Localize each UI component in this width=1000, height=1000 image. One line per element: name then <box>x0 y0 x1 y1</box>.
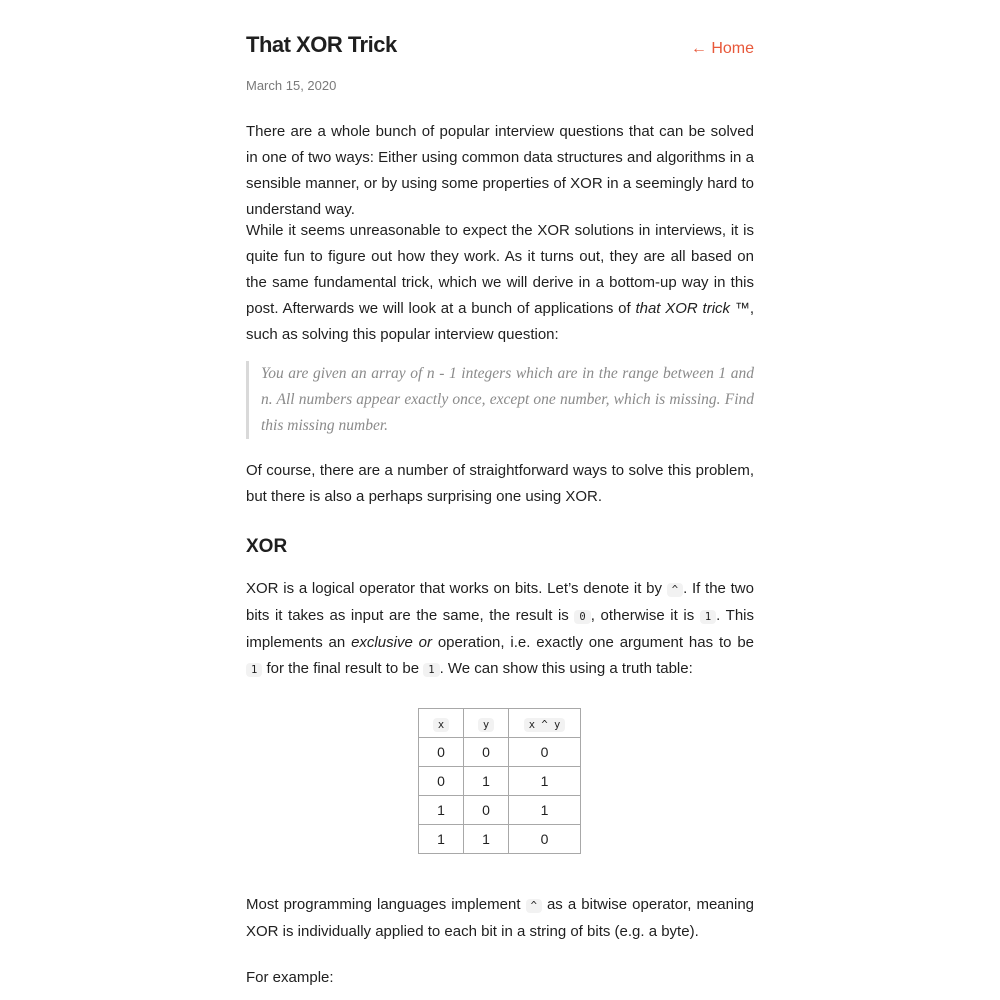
p4-text-2: . If the two bits it takes as input are the same, the result is <box>246 580 754 624</box>
bitwise-paragraph <box>246 892 754 945</box>
p4-emphasis: exclusive or <box>351 634 432 651</box>
table-cell: 0 <box>419 767 464 796</box>
table-cell: 1 <box>419 796 464 825</box>
inline-code-one-2: 1 <box>246 663 262 677</box>
home-link[interactable]: ← Home <box>690 40 754 57</box>
table-cell: 0 <box>419 738 464 767</box>
header <box>246 0 754 110</box>
article <box>246 0 754 986</box>
column-header-x <box>419 709 464 738</box>
table-cell: 1 <box>509 767 581 796</box>
intro-paragraph-2 <box>246 218 754 348</box>
p2-text-start: While it seems unreasonable to expect the XOR solutions in interviews, it is quite fun to figure out how they work. As it turns out, they are all based on the same fundamental trick, which we will derive in a bottom-up way in this post. Afterwards we will look at a bunch of applications of <box>246 222 754 317</box>
p4-text-7: . We can show this using a truth table: <box>439 660 693 677</box>
example-intro-paragraph: For example: <box>246 969 334 986</box>
table-cell: 1 <box>464 825 509 854</box>
column-header-y <box>464 709 509 738</box>
p4-text-1: XOR is a logical operator that works on bits. Let’s denote it by <box>246 580 667 597</box>
inline-code-one: 1 <box>700 610 716 624</box>
xor-description-paragraph <box>246 576 754 683</box>
inline-code-one-3: 1 <box>423 663 439 677</box>
p4-text-5: operation, i.e. exactly one argument has to be <box>431 634 754 651</box>
intro-paragraph-1: There are a whole bunch of popular interview questions that can be solved in one of two ways: Either using common data structures and algorithms in a sensible manner, or by using some properties of XOR in a seemingly hard to understand way. <box>246 123 754 218</box>
p5-text-2: as a bitwise operator, meaning XOR is individually applied to each bit in a string of bits (e.g. a byte). <box>246 896 754 940</box>
p4-text-6: for the final result to be <box>262 660 424 677</box>
header-code-x: x <box>433 718 449 732</box>
header-code-y: y <box>478 718 494 732</box>
p4-text-3: , otherwise it is <box>590 607 700 624</box>
p2-text-end: ™, such as solving this popular interview question: <box>246 300 754 343</box>
inline-code-zero: 0 <box>574 610 590 624</box>
table-header-row <box>419 709 581 738</box>
header-code-x-xor-y: x ^ y <box>524 718 566 732</box>
inline-code-caret: ^ <box>667 583 683 597</box>
column-header-x-xor-y <box>509 709 581 738</box>
intro-paragraph-3: Of course, there are a number of straightforward ways to solve this problem, but there is also a perhaps surprising one using XOR. <box>246 462 754 505</box>
p4-text-4: . This implements an <box>246 607 754 651</box>
table-cell: 1 <box>464 767 509 796</box>
table-row <box>419 738 581 767</box>
table-row <box>419 767 581 796</box>
table-cell: 0 <box>509 825 581 854</box>
p5-text-1: Most programming languages implement <box>246 896 526 913</box>
table-cell: 1 <box>419 825 464 854</box>
table-cell: 0 <box>464 796 509 825</box>
section-heading-xor: XOR <box>246 536 288 557</box>
interview-question-quote <box>246 361 754 439</box>
table-cell: 1 <box>509 796 581 825</box>
quote-text: You are given an array of n - 1 integers which are in the range between 1 and n. All numbers appear exactly once, except one number, which is missing. Find this missing number. <box>261 365 754 434</box>
table-row <box>419 796 581 825</box>
page-title: That XOR Trick <box>246 32 397 57</box>
inline-code-caret-2: ^ <box>526 899 542 913</box>
xor-truth-table <box>418 708 581 854</box>
table-row <box>419 825 581 854</box>
table-cell: 0 <box>464 738 509 767</box>
post-date: March 15, 2020 <box>246 78 337 93</box>
table-cell: 0 <box>509 738 581 767</box>
p2-emphasis: that XOR trick <box>635 300 731 317</box>
